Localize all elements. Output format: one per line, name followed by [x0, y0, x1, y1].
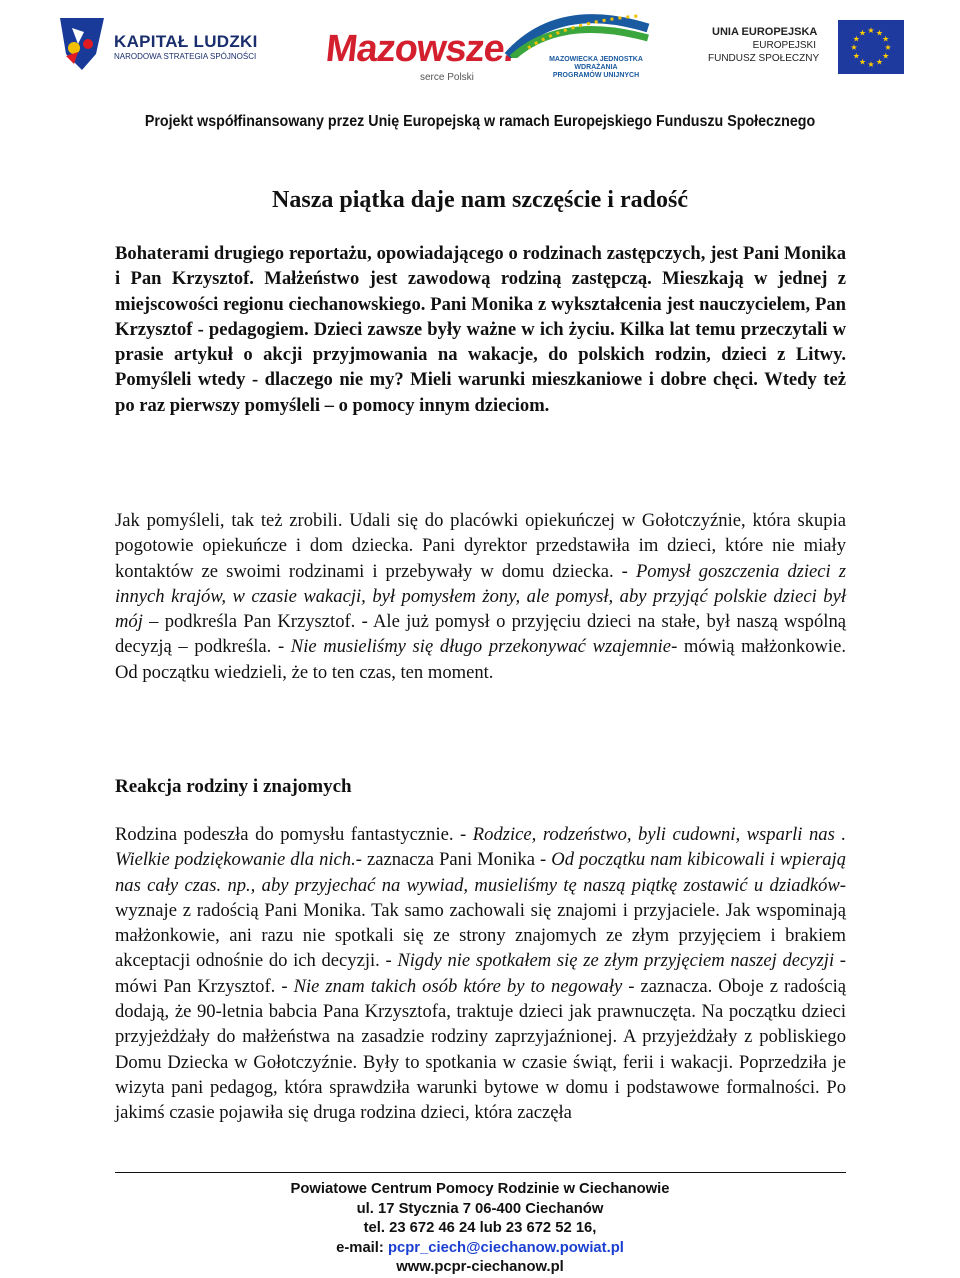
p3-quote-2: Od początku nam kibicowali i wpierają nas cały czas. np., aby przyjechać na wywiad, musieliśmy tę naszą piątkę zostawić u dziadków [115, 849, 847, 896]
p3-quote-1: Rodzice, rodzeństwo, byli cudowni, wsparli nas . Wielkie podziękowanie dla nich. [115, 824, 846, 871]
p2-quote-2: Nie musieliśmy się długo przekonywać wzajemnie [290, 636, 672, 658]
mazowsze-logo [320, 28, 516, 88]
eu-star-icon: ★ [850, 43, 858, 52]
eu-star-icon: ★ [867, 60, 875, 69]
lead-paragraph: Bohaterami drugiego reportażu, opowiadającego o rodzinach zastępczych, jest Pani Monika i Pan Krzysztof. Małżeństwo jest zawodową rodziną zastępczą. Mieszkają w jednej z miejscowości regionu ciechanowskiego. Pani Monika z wykształcenia jest nauczycielem, Pan Krzysztof - pedagogiem. Dzieci zawsze były ważne w ich życiu. Kilka lat temu przeczytali w prasie artykuł o akcji przyjmowania na wakacje, do polskich rodzin, dzieci z Litwy. Pomyśleli wtedy - dlaczego nie my? Mieli warunki mieszkaniowe i dobre chęci. Wtedy też po raz pierwszy pomyśleli – o pomocy innym dzieciom. [115, 243, 846, 416]
section-heading: Reakcja rodziny i znajomych [115, 776, 352, 797]
p2-text-3: - mówią małżonkowie. Od początku wiedzieli, że to ten czas, ten moment. [115, 636, 846, 683]
footer-email-line [0, 1239, 960, 1259]
mazowsze-name: Mazowsze. [323, 28, 516, 70]
eu-star-icon: ★ [875, 57, 884, 67]
footer-divider [115, 1172, 846, 1173]
mazowsze-sub: serce Polski [420, 72, 474, 83]
header-logos [0, 0, 960, 100]
p3-text-3: - wyznaje z radością Pani Monika. Tak samo zachowali się znajomi i przyjaciele. Jak wspominają małżonkowie, ani razu nie spotkali się ze strony znajomych ze złym przyjęciem i brakiem akceptacji odnośnie do ich decyzji. - [115, 874, 846, 972]
eu-line-2: EUROPEJSKI [752, 40, 816, 51]
kapital-ludzki-logo [52, 14, 282, 74]
eu-star-icon: ★ [867, 26, 875, 35]
kapital-ludzki-sub: NARODOWA STRATEGIA SPÓJNOŚCI [114, 52, 257, 61]
project-cofinancing-line: Projekt współfinansowany przez Unię Europejską w ramach Europejskiego Funduszu Społecznego [144, 113, 816, 130]
eu-star-icon: ★ [858, 57, 867, 67]
p3-text-1: Rodzina podeszła do pomysłu fantastycznie. - [115, 824, 473, 845]
p3-quote-3: Nigdy nie spotkałem się ze złym przyjęciem naszej decyzji [397, 950, 835, 972]
p2-quote-1: Pomysł goszczenia dzieci z innych krajów, w czasie wakacji, był pomysłem żony, ale pomysł, aby przyjąć polskie dzieci był mój [115, 560, 846, 633]
mjwp-line-3: PROGRAMÓW UNIJNYCH [552, 72, 640, 79]
eu-star-icon: ★ [858, 28, 867, 38]
eu-star-icon: ★ [875, 28, 884, 38]
article-title: Nasza piątka daje nam szczęście i radość [272, 187, 688, 213]
mjwp-logo [498, 8, 658, 90]
footer-phone: tel. 23 672 46 24 lub 23 672 52 16, [363, 1220, 597, 1236]
eu-star-icon: ★ [882, 51, 890, 61]
eu-flag-icon [838, 20, 904, 74]
p3-text-2: - zaznacza Pani Monika - [355, 849, 552, 871]
eu-star-icon: ★ [852, 51, 860, 61]
eu-star-icon: ★ [882, 34, 890, 44]
mjwp-line-2: WDRAŻANIA [574, 64, 618, 71]
kapital-ludzki-name: KAPITAŁ LUDZKI [114, 32, 258, 51]
p3-text-4: - mówi Pan Krzysztof. - [115, 950, 846, 997]
eu-line-1: UNIA EUROPEJSKA [712, 26, 818, 38]
eu-line-3: FUNDUSZ SPOŁECZNY [708, 53, 820, 64]
mjwp-arc-icon [498, 8, 658, 58]
eu-stars-icon [838, 20, 904, 74]
eu-logo [700, 18, 910, 78]
p3-quote-4: Nie znam takich osób które by to negowały [293, 975, 623, 997]
p3-text-5: - zaznacza. Oboje z radością dodają, że 90-letnia babcia Pana Krzysztofa, traktuje dzieci jak prawnuczęta. Na początku dzieci przyjeżdżały do małżeństwa na zasadzie rodziny zaprzyjaźnionej. A przyjeżdżały z pobliskiego Domu Dziecka w Gołotczyźnie. Były to spotkania w czasie świąt, ferii i wakacji. Poprzedziła je wizyta pani pedagog, która sprawdziła warunki bytowe w domu i podstawowe formalności. Po jakimś czasie pojawiła się druga rodzina dzieci, która zaczęła [115, 975, 847, 1124]
eu-star-icon: ★ [884, 43, 892, 52]
p2-text-1: Jak pomyśleli, tak też zrobili. Udali się do placówki opiekuńczej w Gołotczyźnie, która skupia pogotowie opiekuńcze i dom dziecka. Pani dyrektor przedstawiła im dzieci, które nie miały kontaktów ze swoimi rodzinami i przebywały w domu dziecka. - [115, 510, 846, 582]
footer-email-label: e-mail: [336, 1239, 388, 1256]
paragraph-3 [115, 822, 846, 1126]
mjwp-text [536, 56, 656, 80]
paragraph-2 [115, 508, 846, 685]
footer [0, 1180, 960, 1278]
p2-text-2: – podkreśla Pan Krzysztof. - Ale już pomysł o przyjęciu dzieci na stałe, był naszą wspólną decyzją – podkreśla. - [115, 611, 846, 658]
kapital-ludzki-emblem-icon [52, 14, 112, 74]
footer-org: Powiatowe Centrum Pomocy Rodzinie w Ciechanowie [290, 1181, 670, 1197]
mjwp-line-1: MAZOWIECKA JEDNOSTKA [549, 56, 643, 63]
footer-address: ul. 17 Stycznia 7 06-400 Ciechanów [356, 1200, 604, 1217]
footer-website[interactable]: www.pcpr-ciechanow.pl [396, 1259, 564, 1275]
footer-email-link[interactable]: pcpr_ciech@ciechanow.powiat.pl [387, 1239, 624, 1256]
eu-star-icon: ★ [852, 34, 860, 44]
